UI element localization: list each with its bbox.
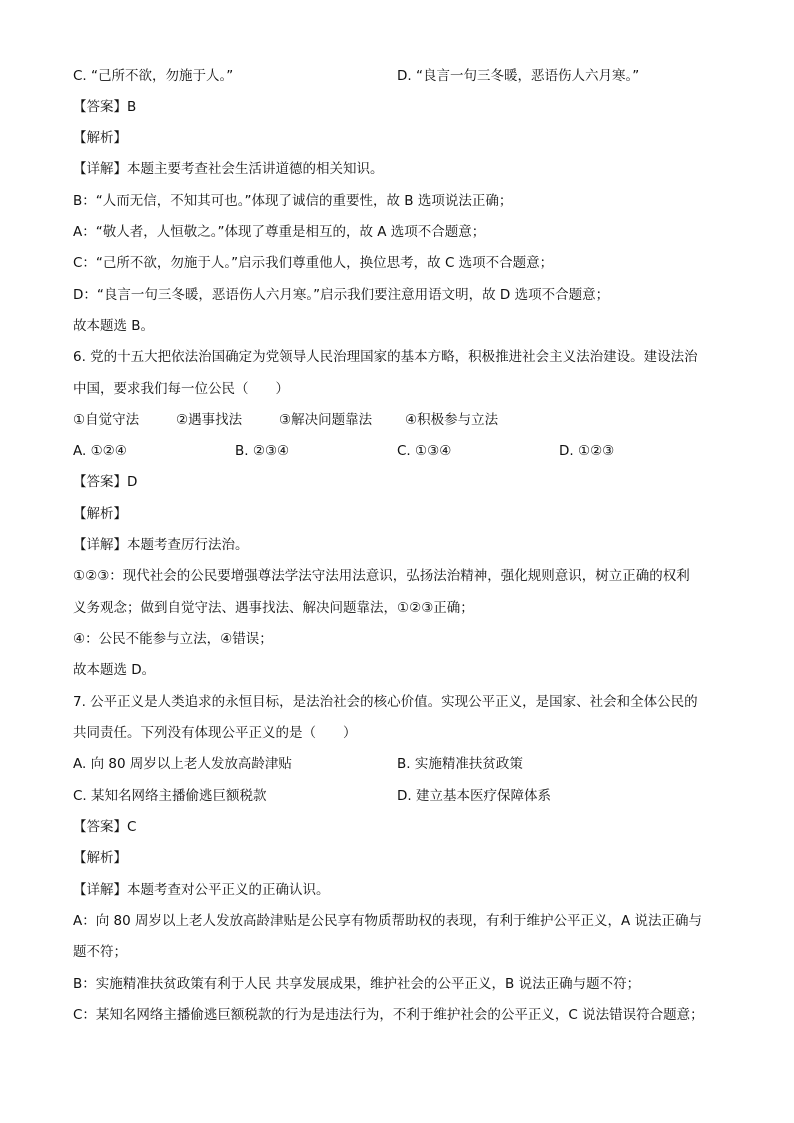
q6-analysis-heading: 【解析】 xyxy=(73,506,127,522)
q5-detail: 【详解】本题主要考查社会生活讲道德的相关知识。 xyxy=(73,161,384,177)
q7-detail: 【详解】本题考查对公平正义的正确认识。 xyxy=(73,882,330,898)
q5-answer: 【答案】B xyxy=(73,99,137,115)
q6-item-4: ④积极参与立法 xyxy=(405,412,499,428)
q7-option-a: A. 向 80 周岁以上老人发放高龄津贴 xyxy=(73,756,292,772)
q6-option-a: A. ①②④ xyxy=(73,443,127,459)
q5-explain-c: C：“己所不欲，勿施于人。”启示我们尊重他人，换位思考，故 C 选项不合题意； xyxy=(73,255,554,271)
q6-item-1: ①自觉守法 xyxy=(73,412,140,428)
q6-option-d: D. ①②③ xyxy=(559,443,615,459)
q5-analysis-heading: 【解析】 xyxy=(73,130,127,146)
q6-explain-line2: 义务观念；做到自觉守法、遇事找法、解决问题靠法，①②③正确； xyxy=(73,600,474,616)
q5-explain-d: D：“良言一句三冬暖，恶语伤人六月寒。”启示我们要注意用语文明，故 D 选项不合题意； xyxy=(73,287,610,303)
q7-explain-a-line2: 题不符； xyxy=(73,944,127,960)
q7-stem-line1: 7. 公平正义是人类追求的永恒目标，是法治社会的核心价值。实现公平正义，是国家、社会和全体公民的 xyxy=(73,694,698,710)
q7-option-c: C. 某知名网络主播偷逃巨额税款 xyxy=(73,788,267,804)
q6-conclusion: 故本题选 D。 xyxy=(73,662,156,678)
q7-options-row1 xyxy=(73,755,723,773)
q5-option-d: D. “良言一句三冬暖，恶语伤人六月寒。” xyxy=(397,68,640,84)
q7-option-d: D. 建立基本医疗保障体系 xyxy=(397,788,551,804)
q6-detail: 【详解】本题考查厉行法治。 xyxy=(73,537,249,553)
q7-answer: 【答案】C xyxy=(73,819,137,835)
q6-answer: 【答案】D xyxy=(73,474,138,490)
q6-explain-line3: ④：公民不能参与立法，④错误； xyxy=(73,631,273,647)
q7-stem-line2: 共同责任。下列没有体现公平正义的是（ ） xyxy=(73,725,357,741)
q7-explain-c: C：某知名网络主播偷逃巨额税款的行为是违法行为，不利于维护社会的公平正义，C 说法错误符合题意； xyxy=(73,1007,704,1023)
q6-option-c: C. ①③④ xyxy=(397,443,452,459)
q7-options-row2 xyxy=(73,787,723,805)
q7-option-b: B. 实施精准扶贫政策 xyxy=(397,756,523,772)
q6-item-2: ②遇事找法 xyxy=(176,412,243,428)
q5-conclusion: 故本题选 B。 xyxy=(73,318,155,334)
q6-item-3: ③解决问题靠法 xyxy=(279,412,373,428)
q6-options-row xyxy=(73,442,723,460)
q6-stem-line1: 6. 党的十五大把依法治国确定为党领导人民治理国家的基本方略，积极推进社会主义法治建设。建设法治 xyxy=(73,349,698,365)
q5-explain-a: A：“敬人者，人恒敬之。”体现了尊重是相互的，故 A 选项不合题意； xyxy=(73,224,486,240)
q6-option-b: B. ②③④ xyxy=(235,443,290,459)
q7-explain-b: B：实施精准扶贫政策有利于人民 共享发展成果，维护社会的公平正义，B 说法正确与题不符； xyxy=(73,976,641,992)
q7-analysis-heading: 【解析】 xyxy=(73,850,127,866)
q7-explain-a-line1: A：向 80 周岁以上老人发放高龄津贴是公民享有物质帮助权的表现，有利于维护公平正义，A 说法正确与 xyxy=(73,913,703,929)
q5-options-row xyxy=(73,67,723,85)
q5-explain-b: B：“人而无信，不知其可也。”体现了诚信的重要性，故 B 选项说法正确； xyxy=(73,193,513,209)
q5-option-c: C. “己所不欲，勿施于人。” xyxy=(73,68,234,84)
q6-explain-line1: ①②③：现代社会的公民要增强尊法学法守法用法意识，弘扬法治精神，强化规则意识，树立正确的权利 xyxy=(73,568,690,584)
q6-stem-line2: 中国，要求我们每一位公民（ ） xyxy=(73,381,289,397)
q6-items-row xyxy=(73,411,723,429)
